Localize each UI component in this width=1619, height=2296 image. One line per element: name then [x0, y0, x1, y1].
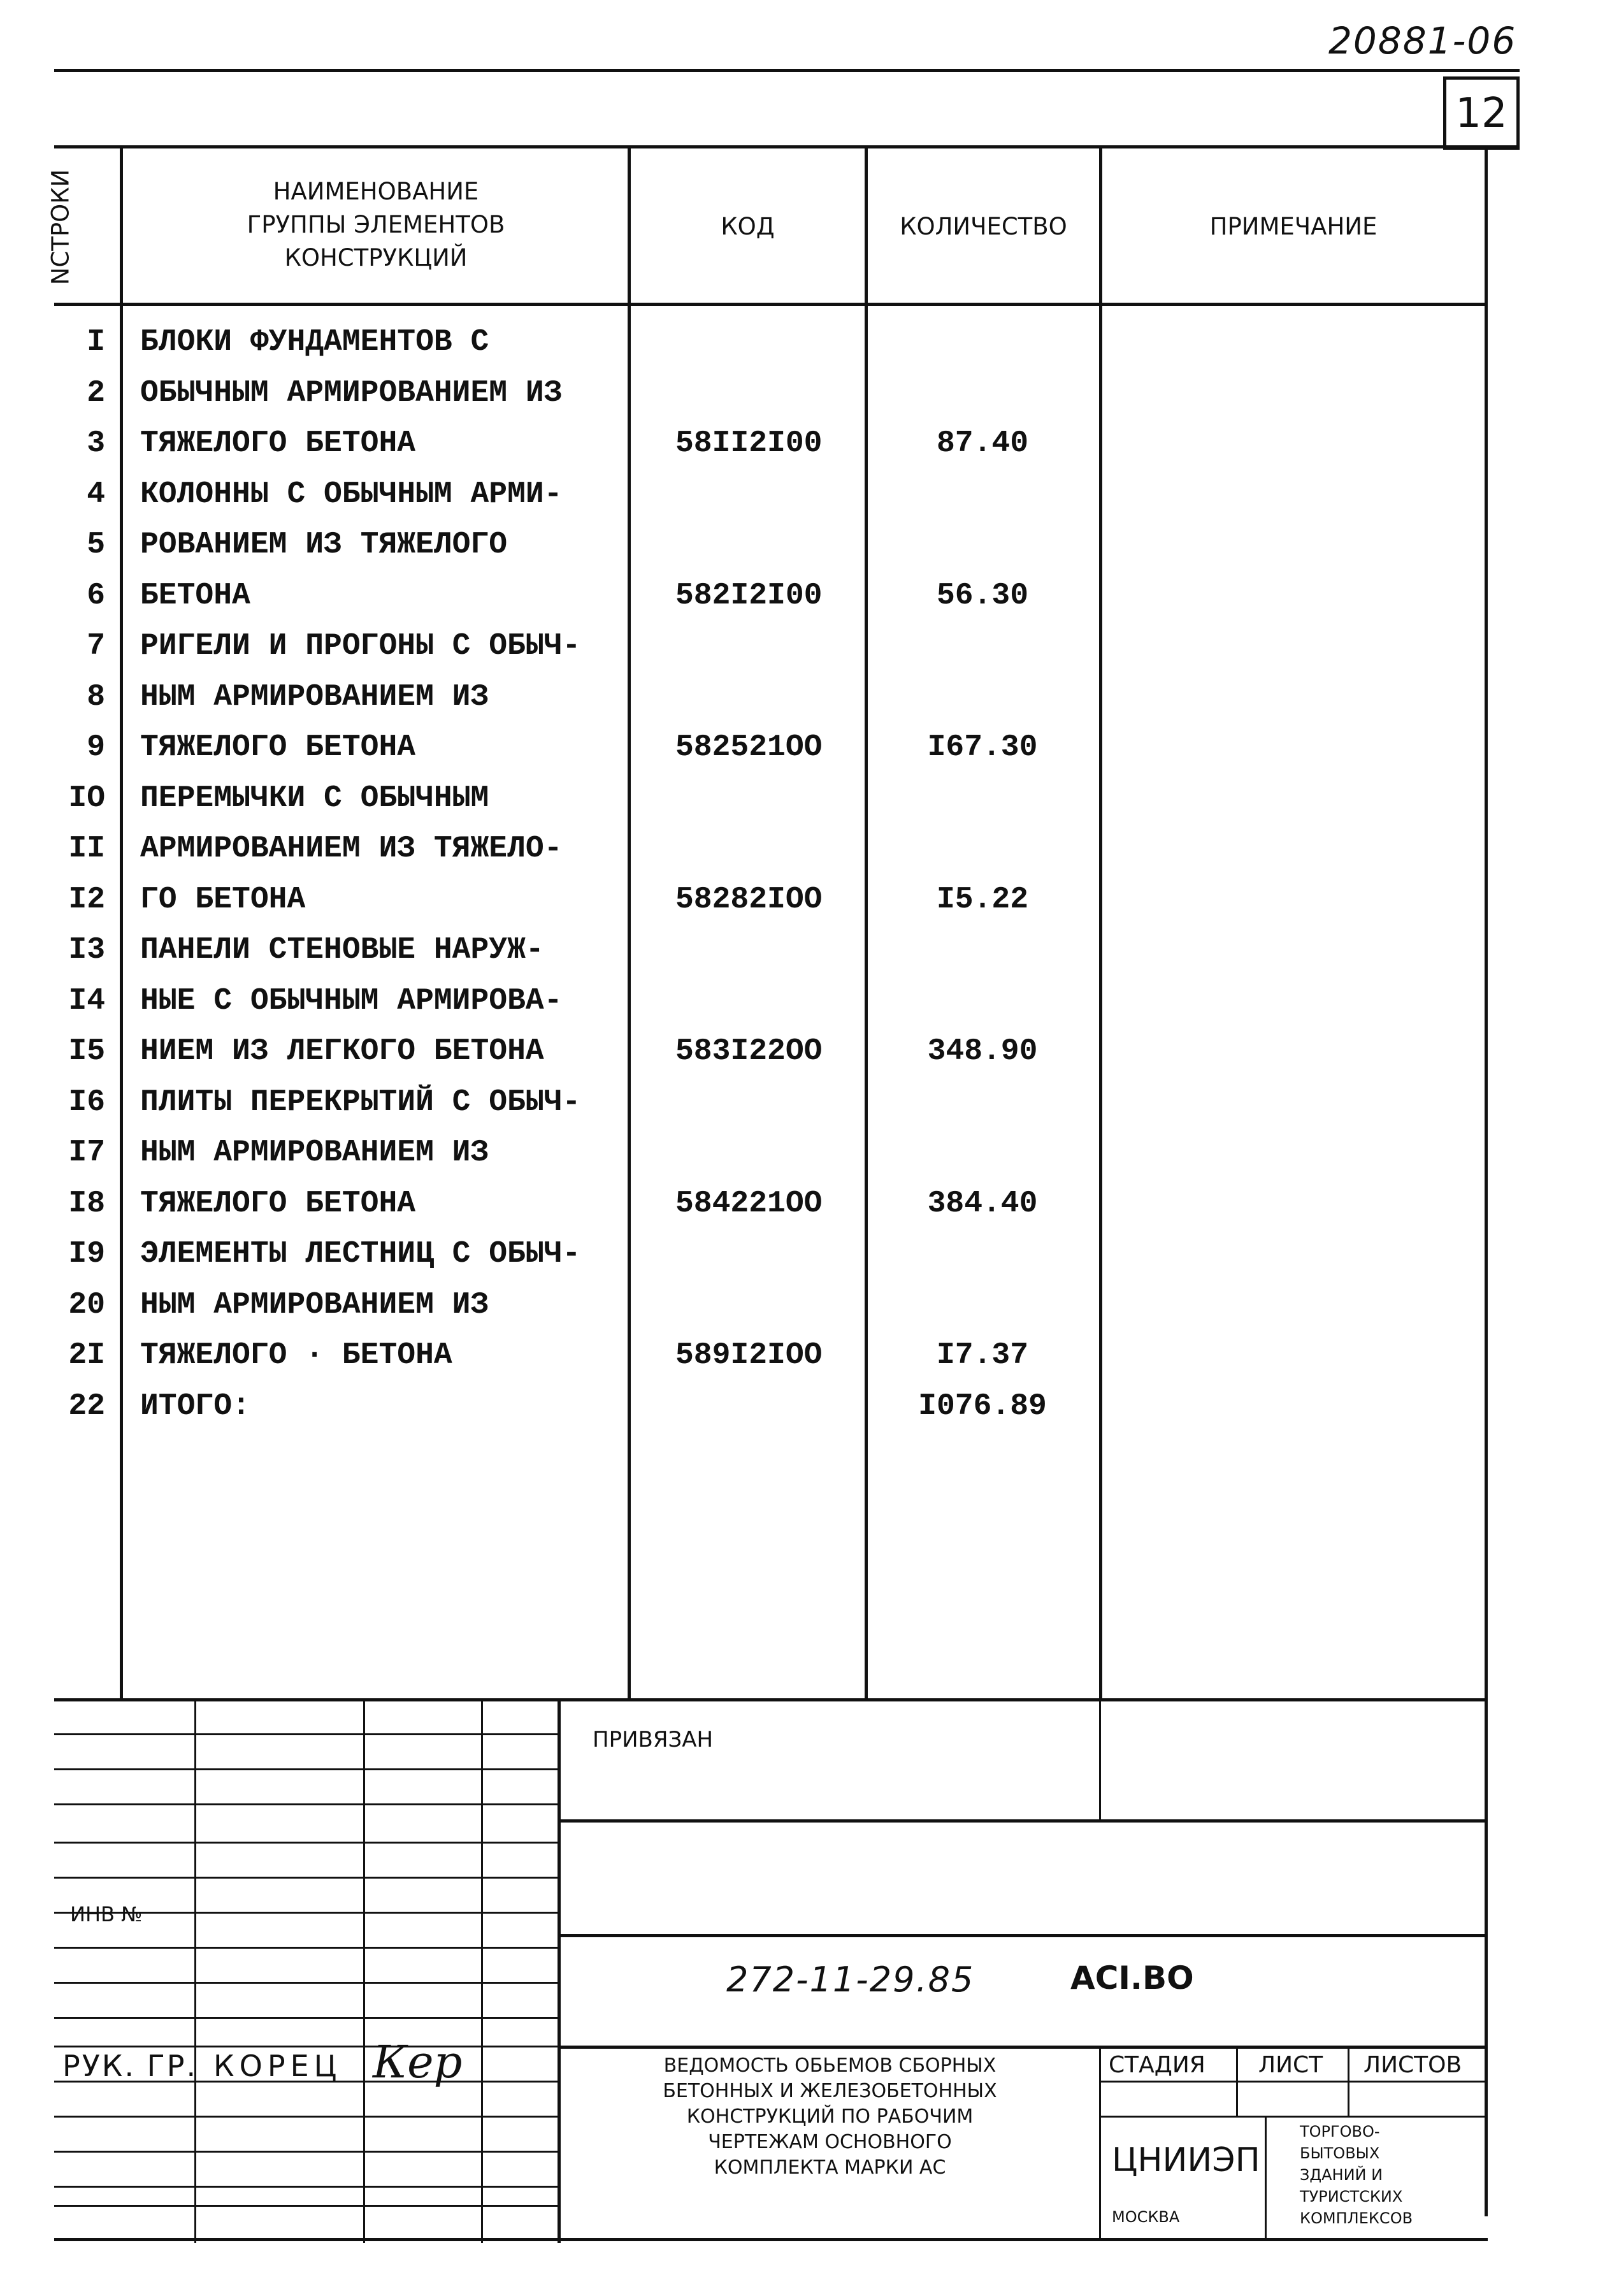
tb-grid-line	[54, 2046, 558, 2047]
tb-org-divider	[1265, 2116, 1267, 2240]
tb-grid-line	[54, 2205, 558, 2207]
row-name: ПАНЕЛИ СТЕНОВЫЕ НАРУЖ-	[140, 933, 544, 967]
tb-grid-line	[54, 1877, 558, 1879]
row-name: БЕТОНА	[140, 579, 250, 613]
row-number: I9	[68, 1237, 105, 1271]
doc-code: 272-11-29.85	[726, 1960, 975, 2000]
row-number: I8	[68, 1187, 105, 1221]
row-name: АРМИРОВАНИЕМ ИЗ ТЯЖЕЛО-	[140, 832, 563, 866]
person-name: КОРЕЦ	[213, 2049, 342, 2083]
row-name: НИЕМ ИЗ ЛЕГКОГО БЕТОНА	[140, 1034, 544, 1069]
row-code: 58II2I00	[675, 426, 823, 461]
document-number: 20881-06	[1328, 19, 1517, 62]
tb-line-code-top	[558, 1934, 1488, 1937]
sheets-label: ЛИСТОВ	[1364, 2052, 1462, 2078]
row-number: I5	[68, 1034, 105, 1069]
tb-grid-line	[54, 2151, 558, 2153]
sheet-label: ЛИСТ	[1258, 2052, 1323, 2078]
row-number: 8	[87, 680, 105, 714]
top-border	[54, 69, 1520, 72]
header-name-line2: ГРУППЫ ЭЛЕМЕНТОВ	[247, 211, 505, 238]
row-code: 589I2IOO	[675, 1338, 823, 1373]
description-line1: ВЕДОМОСТЬ ОБЬЕМОВ СБОРНЫХ	[663, 2054, 997, 2077]
header-code: КОД	[721, 213, 775, 240]
header-note: ПРИМЕЧАНИЕ	[1209, 213, 1378, 240]
stage-label: СТАДИЯ	[1109, 2052, 1205, 2078]
tb-stage-bottom	[1099, 2116, 1488, 2118]
tb-grid-line	[54, 1982, 558, 1984]
sheet-number-box	[1443, 76, 1520, 150]
table-top-line	[54, 145, 1520, 148]
row-number: 22	[68, 1389, 105, 1424]
row-number: 5	[87, 528, 105, 562]
row-number: I3	[68, 933, 105, 967]
header-name-line1: НАИМЕНОВАНИЕ	[273, 178, 479, 205]
row-number: 2	[87, 376, 105, 410]
org-city: МОСКВА	[1112, 2208, 1180, 2226]
row-quantity: I076.89	[918, 1389, 1047, 1424]
col-divider-rownum	[120, 145, 123, 1698]
row-name: БЛОКИ ФУНДАМЕНТОВ С	[140, 325, 489, 359]
row-quantity: 87.40	[936, 426, 1029, 461]
row-name: РОВАНИЕМ ИЗ ТЯЖЕЛОГО	[140, 528, 508, 562]
row-name: НЫМ АРМИРОВАНИЕМ ИЗ	[140, 1136, 489, 1170]
row-quantity: 348.90	[927, 1034, 1038, 1069]
row-name: ПЛИТЫ ПЕРЕКРЫТИЙ С ОБЫЧ-	[140, 1085, 581, 1120]
description-line5: КОМПЛЕКТА МАРКИ АС	[714, 2156, 946, 2179]
org-desc-line1: ТОРГОВО-	[1300, 2123, 1380, 2141]
row-number: 9	[87, 730, 105, 765]
tb-grid-line	[54, 1803, 558, 1805]
titleblock-top-line	[54, 1698, 1488, 1701]
sheet-number: 12	[1455, 89, 1507, 137]
tb-stage-mid	[1099, 2081, 1488, 2083]
row-quantity: I67.30	[927, 730, 1038, 765]
inv-label: ИНВ №	[70, 1902, 143, 1926]
org-desc-line2: БЫТОВЫХ	[1300, 2144, 1380, 2162]
tb-left-col3	[481, 1698, 483, 2243]
tb-grid-line	[54, 1842, 558, 1844]
row-number: I2	[68, 883, 105, 917]
row-name: ПЕРЕМЫЧКИ С ОБЫЧНЫМ	[140, 781, 489, 816]
row-name: ТЯЖЕЛОГО · БЕТОНА	[140, 1338, 452, 1373]
tb-grid-line	[54, 2116, 558, 2118]
doc-mark: ACI.BO	[1070, 1960, 1194, 1996]
row-number: 3	[87, 426, 105, 461]
row-name: ТЯЖЕЛОГО БЕТОНА	[140, 730, 416, 765]
row-number: 7	[87, 629, 105, 663]
bound-label: ПРИВЯЗАН	[593, 1727, 714, 1752]
signature: Кер	[373, 2036, 463, 2088]
description	[561, 2053, 1099, 2181]
row-code: 582I2I00	[675, 579, 823, 613]
row-name: ИТОГО:	[140, 1389, 250, 1424]
col-divider-name	[628, 145, 631, 1698]
row-number: II	[68, 832, 105, 866]
row-quantity: 384.40	[927, 1187, 1038, 1221]
tb-grid-line	[54, 2017, 558, 2019]
row-number: I	[87, 325, 105, 359]
header-row-number: NСТРОКИ	[47, 169, 75, 285]
org-desc-line3: ЗДАНИЙ И	[1300, 2166, 1383, 2184]
row-number: 4	[87, 477, 105, 512]
titleblock-bottom-line	[54, 2238, 1488, 2241]
row-quantity: 56.30	[936, 579, 1029, 613]
row-code: 583I22OO	[675, 1034, 823, 1069]
description-line4: ЧЕРТЕЖАМ ОСНОВНОГО	[708, 2131, 952, 2153]
header-bottom-line	[54, 303, 1485, 306]
row-number: I6	[68, 1085, 105, 1120]
row-name: ТЯЖЕЛОГО БЕТОНА	[140, 426, 416, 461]
tb-grid-line	[54, 1733, 558, 1735]
row-name: ОБЫЧНЫМ АРМИРОВАНИЕМ ИЗ	[140, 376, 563, 410]
org-name: ЦНИИЭП	[1112, 2141, 1260, 2179]
row-name: ЭЛЕМЕНТЫ ЛЕСТНИЦ С ОБЫЧ-	[140, 1237, 581, 1271]
row-quantity: I5.22	[936, 883, 1029, 917]
row-name: ТЯЖЕЛОГО БЕТОНА	[140, 1187, 416, 1221]
description-line3: КОНСТРУКЦИЙ ПО РАБОЧИМ	[686, 2105, 974, 2128]
org-desc-line5: КОМПЛЕКСОВ	[1300, 2209, 1413, 2227]
tb-grid-line	[54, 1947, 558, 1949]
role-label: РУК. ГР.	[62, 2049, 198, 2083]
header-name-line3: КОНСТРУКЦИЙ	[284, 244, 468, 271]
col-divider-code	[865, 145, 868, 1698]
row-name: РИГЕЛИ И ПРОГОНЫ С ОБЫЧ-	[140, 629, 581, 663]
row-number: IO	[68, 781, 105, 816]
header-name	[124, 175, 628, 275]
row-number: 2I	[68, 1338, 105, 1373]
row-name: НЫМ АРМИРОВАНИЕМ ИЗ	[140, 680, 489, 714]
row-name: ГО БЕТОНА	[140, 883, 306, 917]
tb-grid-line	[54, 2186, 558, 2188]
row-number: 20	[68, 1288, 105, 1322]
header-quantity: КОЛИЧЕСТВО	[900, 213, 1067, 240]
tb-grid-line	[54, 1768, 558, 1770]
tb-stage-left	[1099, 2046, 1101, 2240]
row-number: 6	[87, 579, 105, 613]
description-line2: БЕТОННЫХ И ЖЕЛЕЗОБЕТОННЫХ	[663, 2080, 997, 2102]
row-code: 58282IOO	[675, 883, 823, 917]
row-name: НЫМ АРМИРОВАНИЕМ ИЗ	[140, 1288, 489, 1322]
row-code: 584221OO	[675, 1187, 823, 1221]
tb-left-col1	[194, 1698, 196, 2243]
row-number: I7	[68, 1136, 105, 1170]
row-name: НЫЕ С ОБЫЧНЫМ АРМИРОВА-	[140, 984, 563, 1018]
tb-bound-divider	[1099, 1698, 1101, 1819]
right-border	[1485, 145, 1488, 2216]
row-quantity: I7.37	[936, 1338, 1029, 1373]
tb-line-bound-bottom	[558, 1819, 1488, 1823]
org-description	[1300, 2121, 1413, 2229]
row-number: I4	[68, 984, 105, 1018]
row-name: КОЛОННЫ С ОБЫЧНЫМ АРМИ-	[140, 477, 563, 512]
row-code: 582521OO	[675, 730, 823, 765]
col-divider-qty	[1099, 145, 1102, 1698]
tb-left-col2	[363, 1698, 365, 2243]
org-desc-line4: ТУРИСТСКИХ	[1300, 2188, 1403, 2206]
